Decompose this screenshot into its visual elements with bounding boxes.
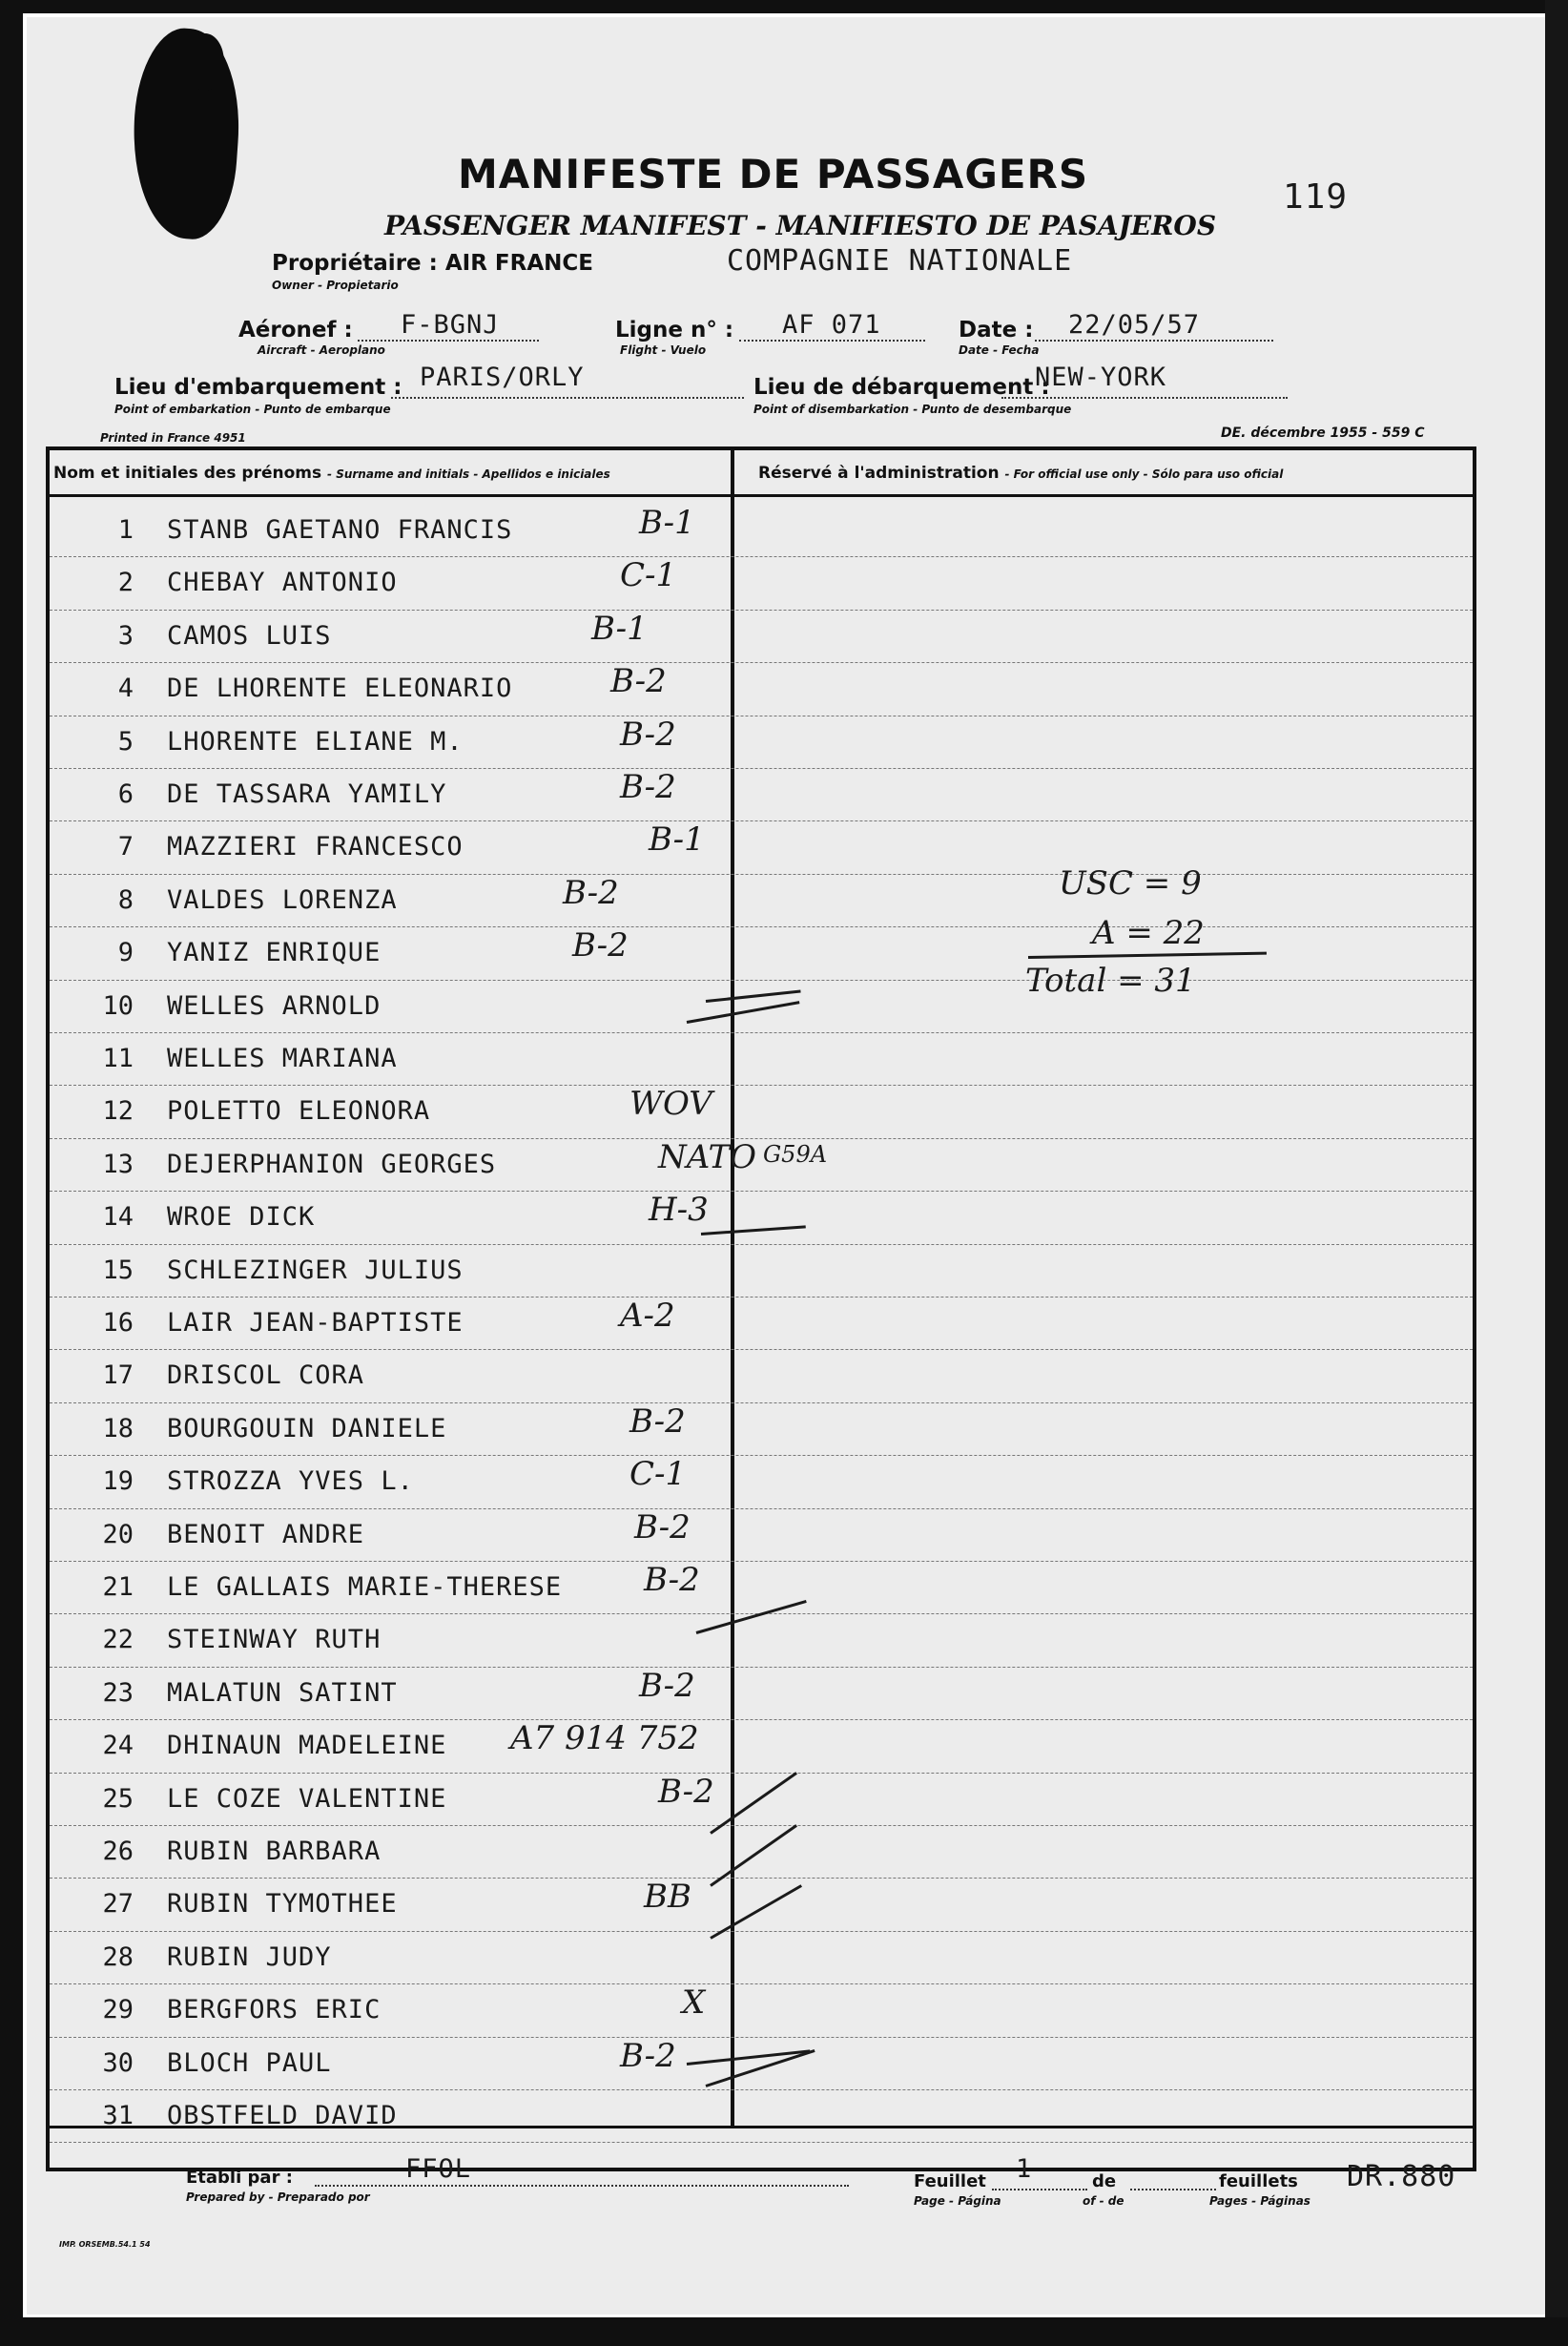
- passenger-name: STANB GAETANO FRANCIS: [167, 515, 513, 545]
- row-number: 10: [102, 990, 134, 1021]
- date-value: 22/05/57: [1068, 310, 1201, 340]
- flight-sublabel: Flight - Vuelo: [620, 343, 707, 357]
- owner-sublabel: Owner - Propietario: [272, 279, 399, 292]
- tally-total: Total = 31: [1025, 962, 1196, 1000]
- of-underline: [1130, 2189, 1216, 2190]
- tally-a: A = 22: [1092, 914, 1205, 952]
- row-number: 17: [102, 1360, 134, 1391]
- sheets-label: feuillets: [1219, 2171, 1298, 2191]
- passenger-name: BERGFORS ERIC: [167, 1995, 382, 2025]
- col-name-header: Nom et initiales des prénoms - Surname and initials - Apellidos e iniciales: [53, 464, 610, 483]
- passenger-name: LE GALLAIS MARIE-THERESE: [167, 1572, 563, 1602]
- row-divider: [50, 1191, 1473, 1192]
- visa-code: B-2: [620, 715, 676, 754]
- row-number: 16: [102, 1308, 134, 1338]
- prepared-by-value: FFOL: [405, 2154, 472, 2184]
- row-number: 20: [102, 1519, 134, 1549]
- visa-code: B-2: [629, 1401, 686, 1441]
- visa-code: WOV: [629, 1085, 712, 1124]
- passenger-name: BLOCH PAUL: [167, 2047, 332, 2078]
- row-number: 1: [117, 515, 134, 545]
- row-number: 12: [102, 1096, 134, 1127]
- passenger-name: POLETTO ELEONORA: [167, 1096, 431, 1127]
- owner-label: Propriétaire : AIR FRANCE: [272, 251, 593, 276]
- row-divider: [50, 1138, 1473, 1139]
- disembarkation-underline: [1001, 397, 1288, 399]
- passenger-name: SCHLEZINGER JULIUS: [167, 1255, 464, 1285]
- passenger-name: BOURGOUIN DANIELE: [167, 1413, 447, 1443]
- passenger-name: RUBIN BARBARA: [167, 1837, 382, 1866]
- row-number: 19: [102, 1466, 134, 1497]
- owner-value: COMPAGNIE NATIONALE: [727, 244, 1073, 278]
- col-admin-header: Réservé à l'administration - For official use only - Sólo para uso oficial: [758, 464, 1284, 483]
- row-divider: [50, 1297, 1473, 1298]
- passenger-name: MALATUN SATINT: [167, 1677, 398, 1708]
- passenger-name: DE TASSARA YAMILY: [167, 779, 447, 809]
- row-number: 18: [102, 1413, 134, 1443]
- row-number: 24: [102, 1731, 134, 1761]
- passenger-name: MAZZIERI FRANCESCO: [167, 832, 464, 862]
- visa-code: B-2: [610, 662, 667, 701]
- sheets-sublabel: Pages - Páginas: [1209, 2194, 1310, 2208]
- visa-code: BB: [644, 1878, 691, 1917]
- passenger-name: VALDES LORENZA: [167, 884, 398, 915]
- visa-code: B-1: [649, 820, 705, 860]
- passenger-name: LAIR JEAN-BAPTISTE: [167, 1308, 464, 1338]
- sheet-sublabel: Page - Página: [914, 2194, 1001, 2208]
- row-divider: [50, 1402, 1473, 1403]
- row-divider: [50, 1825, 1473, 1826]
- passenger-name: OBSTFELD DAVID: [167, 2101, 398, 2130]
- row-number: 29: [102, 1995, 134, 2025]
- row-number: 30: [102, 2047, 134, 2078]
- passenger-name: DE LHORENTE ELEONARIO: [167, 674, 513, 704]
- visa-code: B-2: [620, 2036, 676, 2075]
- row-number: 7: [117, 832, 134, 862]
- visa-code: X: [682, 1983, 706, 2023]
- scan-border-bottom: [0, 2317, 1568, 2346]
- row-number: 5: [117, 726, 134, 757]
- row-number: 13: [102, 1149, 134, 1179]
- sheet-label: Feuillet: [914, 2171, 986, 2191]
- visa-code: B-2: [639, 1666, 695, 1705]
- passenger-name: LHORENTE ELIANE M.: [167, 726, 464, 757]
- row-number: 26: [102, 1837, 134, 1866]
- passenger-name: DRISCOL CORA: [167, 1360, 365, 1391]
- row-divider: [50, 1085, 1473, 1086]
- visa-code: C-1: [629, 1455, 687, 1494]
- table-column-divider: [731, 446, 734, 2126]
- disembarkation-value: NEW-YORK: [1035, 363, 1167, 392]
- disembarkation-label: Lieu de débarquement :: [753, 375, 1050, 400]
- row-number: 21: [102, 1572, 134, 1602]
- passenger-name: STEINWAY RUTH: [167, 1625, 382, 1655]
- page-number: 119: [1283, 177, 1349, 217]
- row-divider: [50, 1667, 1473, 1668]
- row-divider: [50, 1561, 1473, 1562]
- row-divider: [50, 980, 1473, 981]
- row-number: 22: [102, 1625, 134, 1655]
- row-divider: [50, 2142, 1473, 2143]
- row-number: 25: [102, 1783, 134, 1814]
- row-divider: [50, 1508, 1473, 1509]
- table-header-divider: [50, 494, 1473, 497]
- row-divider: [50, 610, 1473, 611]
- flight-underline: [739, 340, 925, 342]
- row-divider: [50, 1349, 1473, 1350]
- disembarkation-sublabel: Point of disembarkation - Punto de desembarque: [753, 403, 1072, 416]
- prepared-by-label: Etabli par :: [186, 2168, 293, 2188]
- row-divider: [50, 874, 1473, 875]
- visa-code: B-1: [591, 609, 648, 648]
- imprint: IMP. ORSEMB.54.1 54: [59, 2240, 151, 2249]
- row-divider: [50, 926, 1473, 927]
- row-divider: [50, 556, 1473, 557]
- passenger-name: LE COZE VALENTINE: [167, 1783, 447, 1814]
- visa-code: A-2: [620, 1297, 675, 1335]
- document-subtitle: PASSENGER MANIFEST - MANIFIESTO DE PASAJEROS: [384, 210, 1217, 241]
- visa-code: NATO: [658, 1137, 756, 1176]
- visa-code: B-2: [572, 926, 629, 965]
- row-divider: [50, 2089, 1473, 2090]
- row-number: 15: [102, 1255, 134, 1285]
- form-reference: DR.880: [1347, 2160, 1456, 2193]
- embarkation-label: Lieu d'embarquement :: [114, 375, 402, 400]
- scan-border-top: [0, 0, 1568, 13]
- aircraft-underline: [358, 340, 539, 342]
- row-number: 2: [117, 568, 134, 598]
- prepared-by-underline: [315, 2185, 849, 2187]
- row-number: 3: [117, 620, 134, 651]
- row-divider: [50, 1983, 1473, 1984]
- visa-code: B-2: [644, 1561, 700, 1599]
- form-code: DE. décembre 1955 - 559 C: [1221, 426, 1425, 441]
- sheet-underline: [992, 2189, 1087, 2190]
- row-number: 11: [102, 1044, 134, 1073]
- embarkation-underline: [391, 397, 744, 399]
- row-number: 14: [102, 1202, 134, 1233]
- visa-code: B-2: [563, 873, 619, 912]
- prepared-by-sublabel: Prepared by - Preparado por: [186, 2190, 370, 2204]
- row-number: 9: [117, 938, 134, 968]
- date-sublabel: Date - Fecha: [959, 343, 1040, 357]
- embarkation-sublabel: Point of embarkation - Punto de embarque: [114, 403, 391, 416]
- flight-value: AF 071: [782, 310, 881, 340]
- visa-code: B-2: [634, 1507, 691, 1547]
- row-number: 4: [117, 674, 134, 704]
- passenger-name: WROE DICK: [167, 1202, 316, 1233]
- row-number: 23: [102, 1677, 134, 1708]
- visa-code: B-1: [639, 504, 695, 542]
- row-divider: [50, 1773, 1473, 1774]
- row-divider: [50, 1032, 1473, 1033]
- row-divider: [50, 1244, 1473, 1245]
- row-number: 31: [102, 2101, 134, 2130]
- passenger-name: BENOIT ANDRE: [167, 1519, 365, 1549]
- passenger-name: RUBIN TYMOTHEE: [167, 1889, 398, 1920]
- passenger-name: STROZZA YVES L.: [167, 1466, 414, 1497]
- passenger-name: RUBIN JUDY: [167, 1941, 332, 1972]
- tally-usc: USC = 9: [1059, 864, 1202, 903]
- of-label: de: [1092, 2171, 1117, 2191]
- passenger-name: WELLES MARIANA: [167, 1044, 398, 1073]
- row-number: 28: [102, 1941, 134, 1972]
- passenger-name: DEJERPHANION GEORGES: [167, 1149, 497, 1179]
- visa-code: B-2: [620, 768, 676, 806]
- row-divider: [50, 768, 1473, 769]
- passenger-name: YANIZ ENRIQUE: [167, 938, 382, 968]
- row-divider: [50, 1878, 1473, 1879]
- visa-code: H-3: [649, 1191, 709, 1230]
- row-number: 27: [102, 1889, 134, 1920]
- row-number: 6: [117, 779, 134, 809]
- flight-label: Ligne n° :: [615, 318, 734, 343]
- visa-code: C-1: [620, 556, 677, 595]
- passenger-name: WELLES ARNOLD: [167, 990, 382, 1021]
- admin-note-row-13: G59A: [763, 1141, 828, 1168]
- aircraft-label: Aéronef :: [238, 318, 353, 343]
- passenger-name: CAMOS LUIS: [167, 620, 332, 651]
- row-divider: [50, 2037, 1473, 2038]
- scan-border-right: [1545, 0, 1568, 2346]
- visa-code: B-2: [658, 1772, 714, 1811]
- embarkation-value: PARIS/ORLY: [420, 363, 585, 392]
- row-divider: [50, 1455, 1473, 1456]
- document-title: MANIFESTE DE PASSAGERS: [458, 151, 1089, 197]
- row-divider: [50, 662, 1473, 663]
- printed-note: Printed in France 4951: [100, 431, 246, 445]
- row-divider: [50, 1931, 1473, 1932]
- aircraft-sublabel: Aircraft - Aeroplano: [258, 343, 385, 357]
- passenger-name: DHINAUN MADELEINE: [167, 1731, 447, 1761]
- row-divider: [50, 1719, 1473, 1720]
- passenger-name: CHEBAY ANTONIO: [167, 568, 398, 598]
- sheet-value: 1: [1016, 2154, 1033, 2184]
- date-underline: [1035, 340, 1273, 342]
- ink-blot-top: [186, 33, 224, 91]
- scan-border-left: [0, 0, 23, 2346]
- visa-code: A7 914 752: [510, 1719, 699, 1758]
- aircraft-value: F-BGNJ: [401, 310, 500, 340]
- row-divider: [50, 820, 1473, 821]
- of-sublabel: of - de: [1083, 2194, 1124, 2208]
- date-label: Date :: [959, 318, 1034, 343]
- row-number: 8: [117, 884, 134, 915]
